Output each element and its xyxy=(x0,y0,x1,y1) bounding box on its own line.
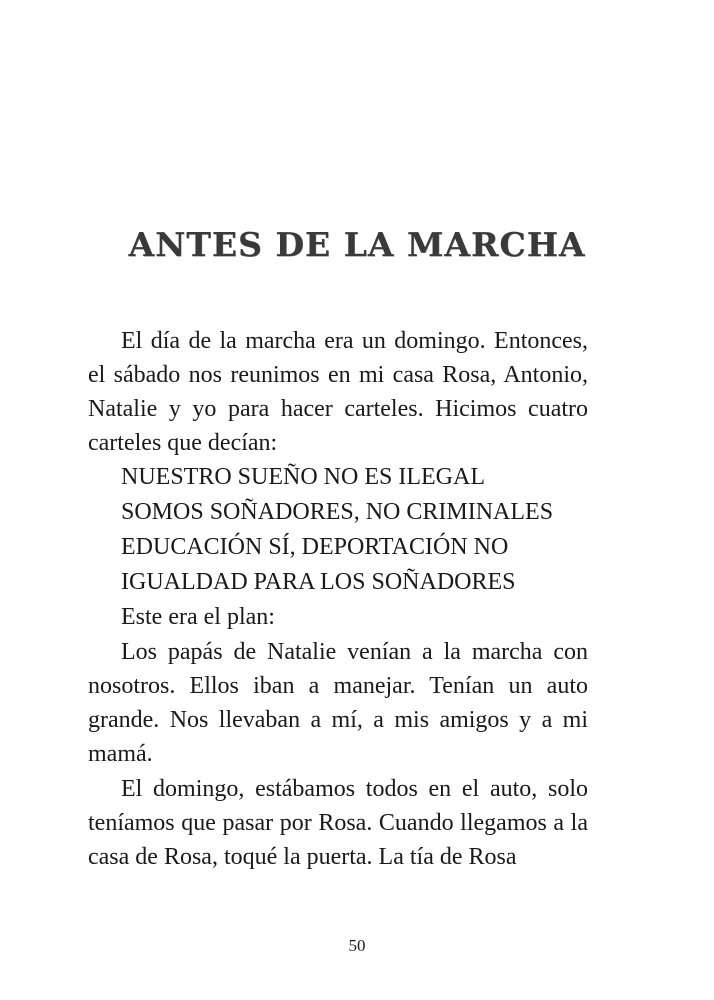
page-number: 50 xyxy=(348,936,366,955)
paragraph-plan-intro: Este era el plan: xyxy=(121,604,275,630)
sign-line-2: SOMOS SOÑADORES, NO CRIMINALES xyxy=(121,499,554,525)
chapter-title: ANTES DE LA MARCHA xyxy=(128,225,586,264)
sign-line-4: IGUALDAD PARA LOS SOÑADORES xyxy=(121,569,516,595)
sign-line-3: EDUCACIÓN SÍ, DEPORTACIÓN NO xyxy=(121,534,509,560)
paragraph-sunday: El domingo, estábamos todos en el auto, solo teníamos que pasar por Rosa. Cuando llegamos a la casa de Rosa, toqué la puerta. La tía de Rosa xyxy=(88,776,588,870)
paragraph-parents: Los papás de Natalie venían a la marcha con nosotros. Ellos iban a manejar. Tenían un auto grande. Nos llevaban a mí, a mis amigos y a mi mamá. xyxy=(88,639,588,767)
sign-line-1: NUESTRO SUEÑO NO ES ILEGAL xyxy=(121,464,485,490)
body-text xyxy=(88,324,588,874)
paragraph-intro: El día de la marcha era un domingo. Entonces, el sábado nos reunimos en mi casa Rosa, Antonio, Natalie y yo para hacer carteles. Hicimos cuatro carteles que decían: xyxy=(88,328,588,456)
